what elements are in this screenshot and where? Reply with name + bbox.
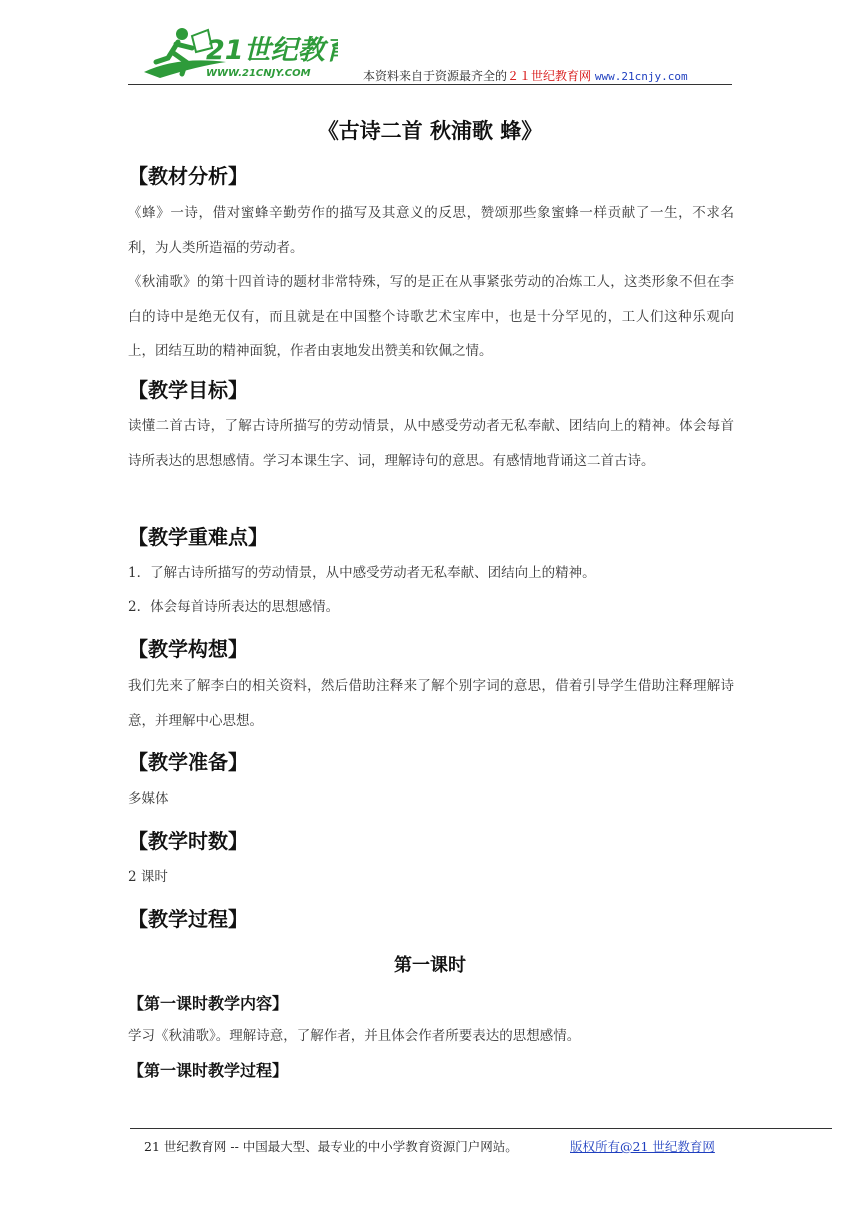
- section-heading-process: 【教学过程】: [128, 907, 248, 931]
- hours-paragraph: 2 课时: [128, 869, 168, 885]
- header-url-link[interactable]: www.21cnjy.com: [594, 70, 688, 83]
- footer-copyright-link[interactable]: 版权所有@21 世纪教育网: [570, 1139, 715, 1154]
- page-header: [128, 18, 732, 85]
- runner-logo-icon: [138, 22, 338, 82]
- footer-text: 21 世纪教育网 -- 中国最大型、最专业的中小学教育资源门户网站。: [144, 1139, 518, 1154]
- section-heading-keypoints: 【教学重难点】: [128, 525, 268, 549]
- keypoint-item-2: 2．体会每首诗所表达的思想感情。: [128, 599, 340, 615]
- header-note: [363, 67, 688, 84]
- section-heading-analysis: 【教材分析】: [128, 164, 248, 188]
- page-footer: [130, 1128, 832, 1154]
- analysis-paragraph-1: 《蜂》一诗，借对蜜蜂辛勤劳作的描写及其意义的反思，赞颂那些象蜜蜂一样贡献了一生，不求名利，为人类所造福的劳动者。: [128, 205, 734, 256]
- logo-text: 21世纪教育: [206, 35, 338, 66]
- section-heading-idea: 【教学构想】: [128, 637, 248, 661]
- section-heading-hours: 【教学时数】: [128, 829, 248, 853]
- idea-paragraph: 我们先来了解李白的相关资料，然后借助注释来了解个别字词的意思，借着引导学生借助注释理解诗意，并理解中心思想。: [128, 678, 734, 729]
- logo-url: WWW.21CNJY.COM: [206, 68, 311, 79]
- site-logo[interactable]: [138, 22, 338, 82]
- goals-paragraph: 读懂二首古诗，了解古诗所描写的劳动情景，从中感受劳动者无私奉献、团结向上的精神。体会每首诗所表达的思想感情。学习本课生字、词，理解诗句的意思。有感情地背诵这二首古诗。: [128, 418, 734, 469]
- document-title: 《古诗二首 秋浦歌 蜂》: [317, 119, 543, 143]
- lesson-one-title: 第一课时: [394, 955, 466, 976]
- lesson-one-process-heading: 【第一课时教学过程】: [128, 1061, 289, 1080]
- section-heading-goals: 【教学目标】: [128, 378, 248, 402]
- analysis-paragraph-2: 《秋浦歌》的第十四首诗的题材非常特殊，写的是正在从事紧张劳动的冶炼工人，这类形象不但在李白的诗中是绝无仅有，而且就是在中国整个诗歌艺术宝库中，也是十分罕见的，工人们这种乐观向上，团结互助的精神面貌，作者由衷地发出赞美和钦佩之情。: [128, 274, 734, 359]
- header-site-link[interactable]: ２１世纪教育网: [507, 69, 592, 83]
- lesson-one-content-heading: 【第一课时教学内容】: [128, 994, 289, 1013]
- lesson-one-content-text: 学习《秋浦歌》。理解诗意，了解作者，并且体会作者所要表达的思想感情。: [128, 1028, 581, 1044]
- prep-paragraph: 多媒体: [128, 791, 169, 807]
- header-note-prefix: 本资料来自于资源最齐全的: [363, 69, 508, 83]
- keypoint-item-1: 1．了解古诗所描写的劳动情景，从中感受劳动者无私奉献、团结向上的精神。: [128, 565, 596, 581]
- section-heading-prep: 【教学准备】: [128, 750, 248, 774]
